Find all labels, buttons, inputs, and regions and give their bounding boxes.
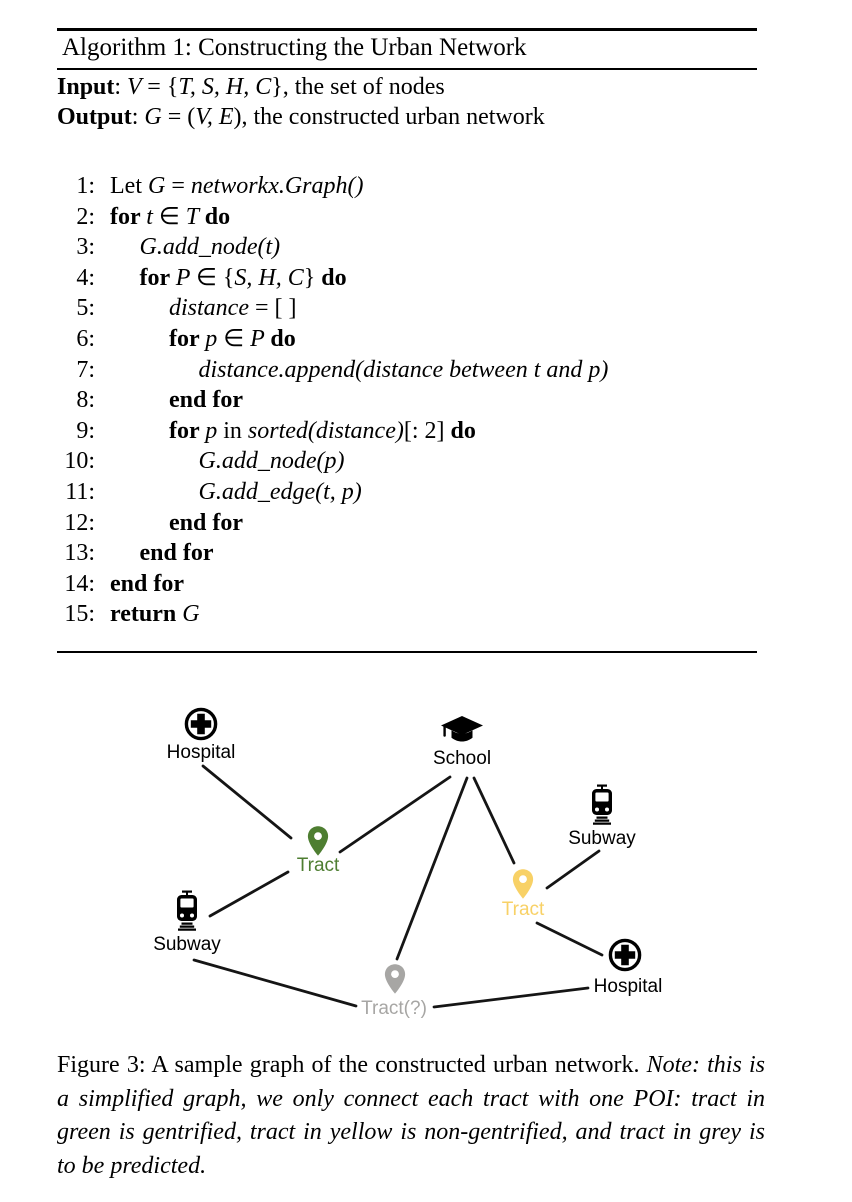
text-segment: G [182,601,200,628]
hospital-icon [184,707,218,741]
text-segment: G [147,173,172,199]
text-segment: networkx.Graph [190,173,348,199]
text-segment: () [347,173,364,199]
line-number: 12: [64,509,95,536]
text-segment: do [270,325,296,352]
node-label-hospital-bottom-right: Hospital [593,976,663,997]
map-pin-icon [512,869,534,900]
text-segment: distance [169,295,255,322]
subway-icon [589,784,615,826]
node-label-tract-green: Tract [296,855,340,876]
text-segment: = [171,173,191,199]
text-segment: for [110,203,147,230]
text-segment: G [144,104,168,130]
line-number: 15: [64,601,95,628]
text-segment: T, S, H, C [178,74,272,100]
text-segment: do [321,264,347,291]
text-segment: [: 2] [403,417,451,444]
hospital-icon [608,938,642,972]
line-number: 2: [76,203,95,230]
school-icon [440,715,484,745]
text-segment: S, H, C [234,264,304,291]
text-segment: Input [57,74,115,100]
text-segment: Let [110,173,148,199]
text-segment: : [131,104,145,130]
text-segment: } [303,264,322,291]
node-label-school: School [432,748,492,769]
map-pin-icon [307,826,329,857]
text-segment: end for [110,570,184,597]
text-segment: ∈ [223,325,251,352]
text-segment: p [205,325,224,352]
text-segment: = [ ] [254,295,297,322]
node-label-tract-grey: Tract(?) [361,998,427,1019]
text-segment: P [250,325,271,352]
line-number: 8: [76,387,95,414]
text-segment: p [205,417,224,444]
caption-text: Figure 3: A sample graph of the constructed urban network. [57,1052,647,1078]
text-segment: V, E [195,104,234,130]
text-segment: for [139,264,176,291]
text-segment: ∈ [158,203,186,230]
text-segment: end for [169,509,243,536]
text-segment: ), the constructed urban network [233,104,545,130]
text-segment: Output [57,104,132,130]
line-number: 6: [76,325,95,352]
text-segment: in [223,417,248,444]
text-segment: do [204,203,231,230]
line-number: 1: [76,173,95,199]
node-label-subway-left: Subway [153,934,221,955]
text-segment: ∈ { [195,264,235,291]
line-number: 5: [76,295,95,322]
text-segment: }, the set of nodes [271,74,445,100]
text-segment: end for [139,540,214,567]
node-label-tract-yellow: Tract [501,899,545,920]
text-segment: G.add_node(p) [198,448,345,475]
text-segment: G.add_edge(t, p) [198,478,362,505]
line-number: 3: [76,234,95,261]
text-segment: = ( [167,104,196,130]
subway-icon [174,890,200,932]
text-segment: do [450,417,476,444]
line-number: 9: [76,417,95,444]
line-number: 13: [64,540,95,567]
text-segment: sorted(distance) [247,417,404,444]
text-segment: distance.append(distance between t and p) [198,356,609,383]
line-number: 14: [64,570,95,597]
algorithm-title: Algorithm 1: Constructing the Urban Network [62,34,527,61]
line-number: 4: [76,264,95,291]
text-segment: T [185,203,205,230]
figure-caption [57,1049,765,1183]
text-segment: for [169,325,206,352]
caption-note: Note: this is a simplified graph, we only connect each tract with one POI: tract in green is gentrified, tract in yellow is non-gentrified, and tract in grey is to be predicted. [57,1052,765,1179]
text-segment: return [110,601,183,628]
text-segment: t [146,203,159,230]
map-pin-icon [384,964,406,995]
text-segment: V [127,74,148,100]
node-label-subway-right: Subway [568,828,636,849]
line-number: 10: [64,448,95,475]
text-segment: end for [169,387,243,414]
text-segment: P [175,264,196,291]
text-segment: G.add_node(t) [139,234,281,261]
text-segment: : [114,74,128,100]
text-segment: = { [147,74,179,100]
line-number: 7: [76,356,95,383]
line-number: 11: [65,478,95,505]
node-label-hospital-top-left: Hospital [166,742,236,763]
text-segment: for [169,417,206,444]
